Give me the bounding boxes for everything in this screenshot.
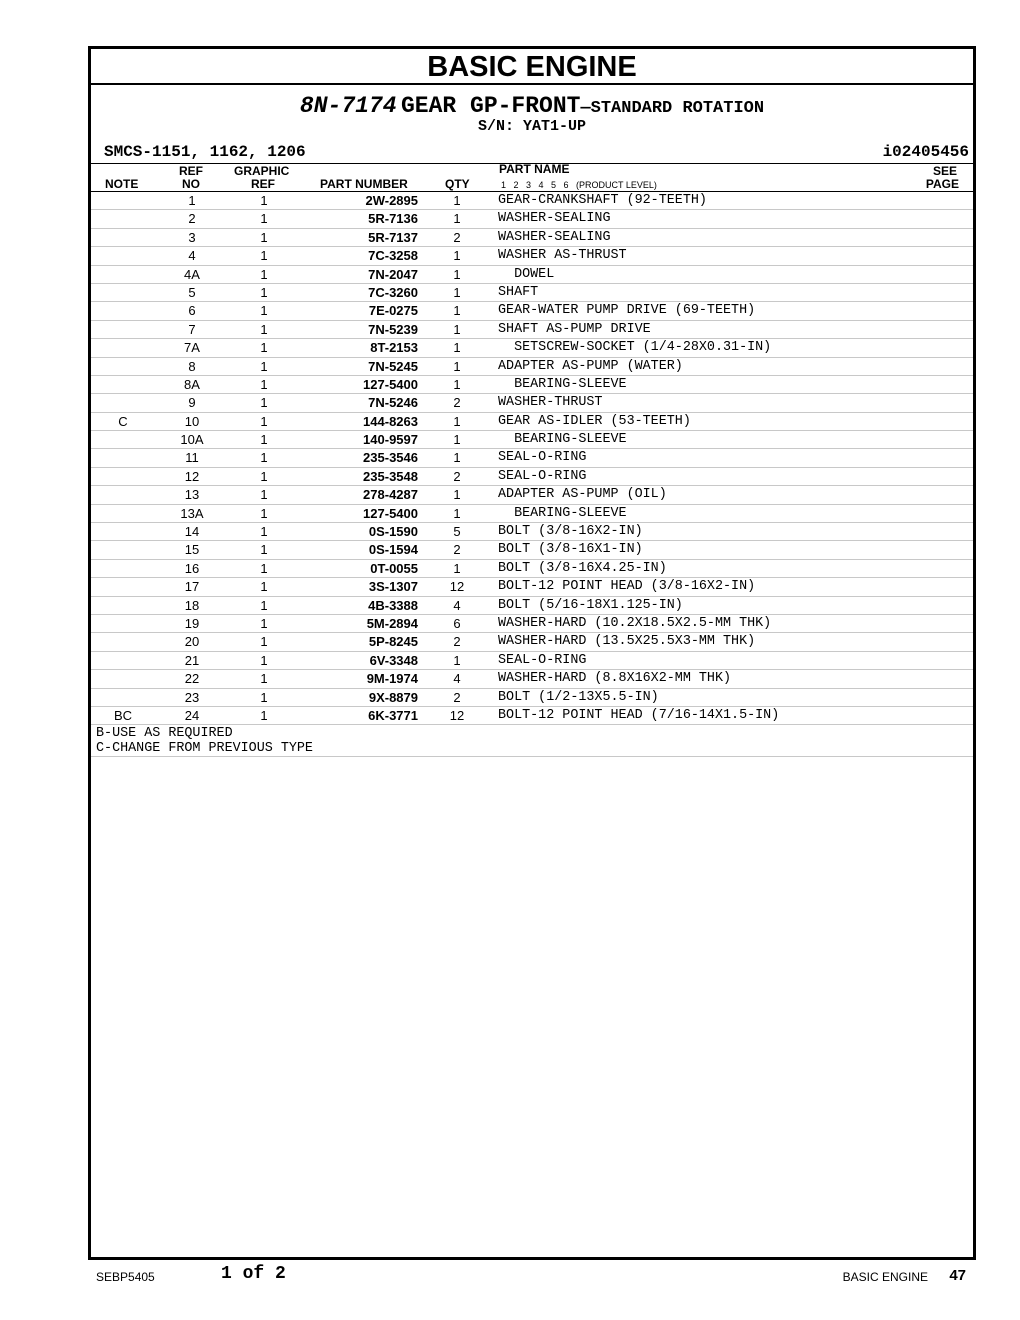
part-number-cell: 2W-2895 [365, 193, 418, 208]
graphic-ref-cell: 1 [260, 303, 268, 319]
group-subtitle: —STANDARD ROTATION [580, 99, 765, 118]
ref-no-cell: 10A [180, 432, 204, 448]
group-number: 8N-7174 [299, 93, 397, 119]
table-row [91, 192, 973, 210]
table-row [91, 560, 973, 578]
part-number-cell: 7C-3258 [368, 248, 418, 264]
table-row [91, 652, 973, 670]
table-row [91, 266, 973, 284]
header-see-top: SEE [932, 164, 957, 178]
ref-no-cell: 13A [180, 505, 204, 521]
graphic-ref-cell: 1 [260, 266, 268, 282]
graphic-ref-cell: 1 [260, 615, 268, 631]
qty-cell: 5 [453, 524, 461, 540]
header-note: NOTE [105, 177, 139, 191]
ref-no-cell: 7 [188, 321, 196, 337]
part-number-cell: 7E-0275 [368, 303, 418, 319]
part-number-cell: 7C-3260 [368, 284, 418, 300]
qty-cell: 1 [453, 193, 461, 208]
graphic-ref-cell: 1 [260, 634, 268, 650]
part-number-cell: 5R-7136 [368, 211, 418, 227]
table-row [91, 394, 973, 412]
ref-no-cell: 22 [184, 671, 200, 687]
qty-cell: 1 [453, 211, 461, 227]
part-number-cell: 127-5400 [363, 505, 418, 521]
part-number-cell: 5P-8245 [368, 634, 418, 650]
ref-no-cell: 8A [184, 376, 200, 392]
header-graphic-bottom: REF [251, 177, 275, 191]
graphic-ref-cell: 1 [260, 542, 268, 558]
graphic-ref-cell: 1 [260, 671, 268, 687]
note-line: C-CHANGE FROM PREVIOUS TYPE [96, 741, 313, 757]
ref-no-cell: 5 [188, 284, 196, 300]
table-row [91, 339, 973, 357]
ref-no-cell: 10 [184, 413, 200, 429]
ref-no-cell: 2 [188, 211, 196, 227]
ref-no-cell: 7A [184, 340, 200, 356]
graphic-ref-cell: 1 [260, 432, 268, 448]
graphic-ref-cell: 1 [260, 487, 268, 503]
graphic-ref-cell: 1 [260, 560, 268, 576]
part-number-cell: 7N-5245 [368, 358, 418, 374]
graphic-ref-cell: 1 [260, 579, 268, 595]
part-name-cell: SETSCREW-SOCKET (1/4-28X0.31-IN) [498, 340, 772, 356]
qty-cell: 1 [453, 340, 461, 356]
ref-no-cell: 14 [184, 524, 200, 540]
table-row [91, 321, 973, 339]
serial-number: S/N: YAT1-UP [477, 118, 587, 135]
ref-no-cell: 17 [184, 579, 200, 595]
part-name-cell: BOLT (3/8-16X1-IN) [498, 542, 643, 558]
table-header [91, 163, 973, 192]
part-name-cell: GEAR-CRANKSHAFT (92-TEETH) [498, 193, 707, 208]
part-name-cell: BEARING-SLEEVE [498, 505, 627, 521]
table-row [91, 486, 973, 504]
qty-cell: 4 [453, 671, 461, 687]
part-number-cell: 6K-3771 [368, 707, 418, 723]
qty-cell: 1 [453, 413, 461, 429]
footer-section: BASIC ENGINE [842, 1270, 928, 1284]
qty-cell: 1 [453, 487, 461, 503]
qty-cell: 1 [453, 505, 461, 521]
table-row [91, 210, 973, 228]
note-cell: BC [113, 707, 133, 723]
table-row [91, 229, 973, 247]
part-number-cell: 7N-2047 [368, 266, 418, 282]
table-row [91, 541, 973, 559]
part-name-cell: BOLT-12 POINT HEAD (7/16-14X1.5-IN) [498, 707, 780, 723]
table-row [91, 670, 973, 688]
part-number-cell: 3S-1307 [368, 579, 418, 595]
ref-no-cell: 1 [188, 193, 196, 208]
qty-cell: 2 [453, 542, 461, 558]
qty-cell: 6 [453, 615, 461, 631]
qty-cell: 1 [453, 652, 461, 668]
header-product-levels: 1 2 3 4 5 6 (PRODUCT LEVEL) [501, 180, 657, 190]
table-row [91, 578, 973, 596]
part-number-cell: 0S-1594 [368, 542, 418, 558]
part-name-cell: ADAPTER AS-PUMP (OIL) [498, 487, 667, 503]
part-name-cell: BOLT (5/16-18X1.125-IN) [498, 597, 683, 613]
graphic-ref-cell: 1 [260, 707, 268, 723]
table-row [91, 413, 973, 431]
parts-page-frame [88, 46, 976, 1260]
ref-no-cell: 13 [184, 487, 200, 503]
qty-cell: 1 [453, 321, 461, 337]
graphic-ref-cell: 1 [260, 468, 268, 484]
footer-page-of: 1 of 2 [221, 1264, 286, 1284]
qty-cell: 1 [453, 376, 461, 392]
qty-cell: 4 [453, 597, 461, 613]
graphic-ref-cell: 1 [260, 597, 268, 613]
part-number-cell: 9M-1974 [366, 671, 418, 687]
table-row [91, 358, 973, 376]
qty-cell: 1 [453, 248, 461, 264]
ref-no-cell: 15 [184, 542, 200, 558]
part-name-cell: SEAL-O-RING [498, 468, 587, 484]
part-name-cell: WASHER-THRUST [498, 395, 603, 411]
smcs-codes: SMCS-1151, 1162, 1206 [104, 143, 306, 161]
header-ref-bottom: NO [182, 177, 200, 191]
part-number-cell: 140-9597 [363, 432, 418, 448]
group-name: GEAR GP-FRONT [401, 93, 581, 119]
graphic-ref-cell: 1 [260, 505, 268, 521]
graphic-ref-cell: 1 [260, 358, 268, 374]
part-name-cell: BEARING-SLEEVE [498, 376, 627, 392]
table-row [91, 689, 973, 707]
graphic-ref-cell: 1 [260, 376, 268, 392]
ref-no-cell: 18 [184, 597, 200, 613]
ref-no-cell: 3 [188, 229, 196, 245]
table-row [91, 615, 973, 633]
ref-no-cell: 21 [184, 652, 200, 668]
header-qty: QTY [445, 177, 470, 191]
part-name-cell: WASHER-HARD (10.2X18.5X2.5-MM THK) [498, 615, 772, 631]
ref-no-cell: 11 [185, 450, 199, 466]
page-footer [88, 1262, 970, 1288]
part-name-cell: BOLT (1/2-13X5.5-IN) [498, 689, 659, 705]
part-number-cell: 6V-3348 [369, 652, 418, 668]
part-name-cell: BOLT (3/8-16X2-IN) [498, 524, 643, 540]
part-number-cell: 0T-0055 [370, 560, 418, 576]
table-row [91, 468, 973, 486]
note-cell: C [118, 413, 128, 429]
table-row [91, 302, 973, 320]
part-number-cell: 127-5400 [363, 376, 418, 392]
table-row [91, 633, 973, 651]
graphic-ref-cell: 1 [260, 413, 268, 429]
part-number-cell: 8T-2153 [370, 340, 418, 356]
part-number-cell: 235-3546 [363, 450, 418, 466]
table-row [91, 431, 973, 449]
graphic-ref-cell: 1 [260, 450, 268, 466]
graphic-ref-cell: 1 [260, 193, 268, 208]
part-number-cell: 9X-8879 [368, 689, 418, 705]
ref-no-cell: 4A [184, 266, 200, 282]
table-row [91, 505, 973, 523]
qty-cell: 1 [453, 560, 461, 576]
graphic-ref-cell: 1 [260, 689, 268, 705]
ref-no-cell: 20 [184, 634, 200, 650]
table-row [91, 449, 973, 467]
ref-no-cell: 24 [184, 707, 200, 723]
graphic-ref-cell: 1 [260, 248, 268, 264]
part-name-cell: DOWEL [498, 266, 555, 282]
illustration-id: i02405456 [882, 143, 969, 161]
ref-no-cell: 4 [188, 248, 196, 264]
header-see-bottom: PAGE [925, 177, 959, 191]
part-name-cell: ADAPTER AS-PUMP (WATER) [498, 358, 683, 374]
graphic-ref-cell: 1 [260, 211, 268, 227]
qty-cell: 2 [453, 468, 461, 484]
part-name-cell: WASHER-SEALING [498, 211, 611, 227]
notes-block [91, 725, 973, 757]
qty-cell: 2 [453, 689, 461, 705]
graphic-ref-cell: 1 [260, 321, 268, 337]
part-number-cell: 235-3548 [363, 468, 418, 484]
group-heading [91, 93, 973, 119]
header-part-number: PART NUMBER [320, 177, 408, 191]
qty-cell: 1 [453, 303, 461, 319]
part-name-cell: BOLT-12 POINT HEAD (3/8-16X2-IN) [498, 579, 756, 595]
part-name-cell: WASHER AS-THRUST [498, 248, 627, 264]
part-name-cell: GEAR AS-IDLER (53-TEETH) [498, 413, 691, 429]
qty-cell: 12 [449, 707, 465, 723]
table-row [91, 707, 973, 725]
ref-no-cell: 8 [188, 358, 196, 374]
qty-cell: 2 [453, 395, 461, 411]
part-name-cell: WASHER-SEALING [498, 229, 611, 245]
qty-cell: 2 [453, 634, 461, 650]
graphic-ref-cell: 1 [260, 284, 268, 300]
ref-no-cell: 12 [184, 468, 200, 484]
graphic-ref-cell: 1 [260, 395, 268, 411]
graphic-ref-cell: 1 [260, 340, 268, 356]
footer-page-number: 47 [949, 1267, 966, 1284]
ref-no-cell: 16 [184, 560, 200, 576]
qty-cell: 2 [453, 229, 461, 245]
graphic-ref-cell: 1 [260, 229, 268, 245]
qty-cell: 1 [453, 284, 461, 300]
part-name-cell: WASHER-HARD (13.5X25.5X3-MM THK) [498, 634, 756, 650]
ref-no-cell: 6 [188, 303, 196, 319]
ref-no-cell: 9 [188, 395, 196, 411]
section-title: BASIC ENGINE [91, 49, 973, 85]
part-number-cell: 4B-3388 [368, 597, 418, 613]
header-graphic-top: GRAPHIC [234, 164, 290, 178]
header-part-name: PART NAME [499, 162, 570, 176]
qty-cell: 1 [453, 358, 461, 374]
qty-cell: 1 [453, 450, 461, 466]
qty-cell: 1 [453, 432, 461, 448]
qty-cell: 12 [449, 579, 465, 595]
part-number-cell: 5R-7137 [368, 229, 418, 245]
table-row [91, 523, 973, 541]
part-number-cell: 0S-1590 [368, 524, 418, 540]
part-number-cell: 278-4287 [363, 487, 418, 503]
smcs-row [91, 141, 973, 163]
part-name-cell: SHAFT [498, 284, 539, 300]
part-name-cell: SEAL-O-RING [498, 652, 587, 668]
table-row [91, 247, 973, 265]
note-line: B-USE AS REQUIRED [96, 726, 233, 742]
part-number-cell: 7N-5246 [368, 395, 418, 411]
ref-no-cell: 23 [184, 689, 200, 705]
part-number-cell: 5M-2894 [366, 615, 418, 631]
part-name-cell: BOLT (3/8-16X4.25-IN) [498, 560, 667, 576]
graphic-ref-cell: 1 [260, 524, 268, 540]
table-row [91, 376, 973, 394]
part-name-cell: SHAFT AS-PUMP DRIVE [498, 321, 651, 337]
header-ref-top: REF [179, 164, 203, 178]
part-number-cell: 144-8263 [363, 413, 418, 429]
footer-document-number: SEBP5405 [96, 1270, 155, 1284]
part-name-cell: BEARING-SLEEVE [498, 432, 627, 448]
part-number-cell: 7N-5239 [368, 321, 418, 337]
parts-table-body [91, 192, 973, 725]
qty-cell: 1 [453, 266, 461, 282]
table-row [91, 597, 973, 615]
ref-no-cell: 19 [184, 615, 200, 631]
part-name-cell: SEAL-O-RING [498, 450, 587, 466]
graphic-ref-cell: 1 [260, 652, 268, 668]
part-name-cell: WASHER-HARD (8.8X16X2-MM THK) [498, 671, 732, 687]
part-name-cell: GEAR-WATER PUMP DRIVE (69-TEETH) [498, 303, 756, 319]
table-row [91, 284, 973, 302]
